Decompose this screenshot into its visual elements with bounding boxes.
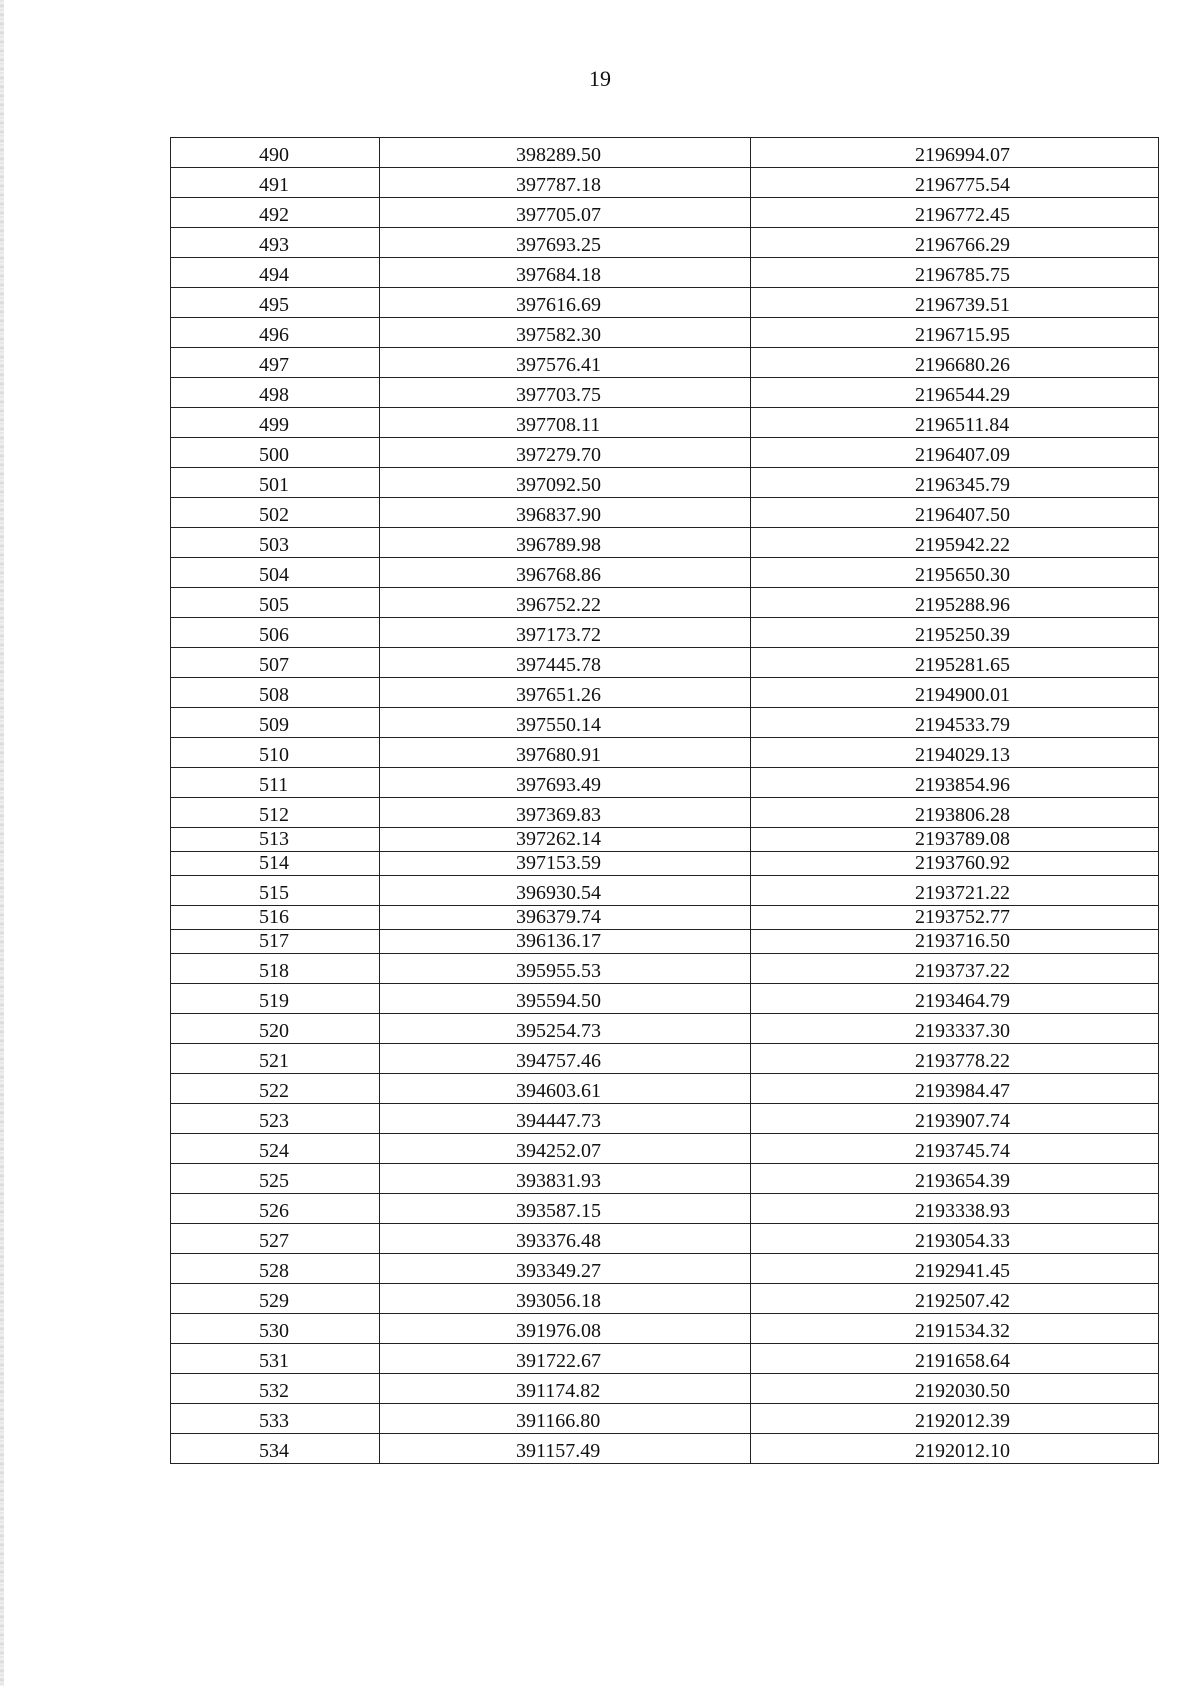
table-row xyxy=(171,984,1159,1014)
table-row xyxy=(171,1134,1159,1164)
table-row xyxy=(171,1164,1159,1194)
x-coordinate-cell: 394603.61 xyxy=(380,1074,751,1104)
y-coordinate-cell: 2193789.08 xyxy=(751,828,1159,852)
y-coordinate-cell: 2192507.42 xyxy=(751,1284,1159,1314)
x-coordinate-cell: 396789.98 xyxy=(380,528,751,558)
y-coordinate-cell: 2196785.75 xyxy=(751,258,1159,288)
page-number: 19 xyxy=(589,66,611,91)
x-coordinate-cell: 397173.72 xyxy=(380,618,751,648)
table-row xyxy=(171,168,1159,198)
table-row xyxy=(171,318,1159,348)
y-coordinate-cell: 2193737.22 xyxy=(751,954,1159,984)
table-row xyxy=(171,954,1159,984)
table-row xyxy=(171,438,1159,468)
x-coordinate-cell: 393587.15 xyxy=(380,1194,751,1224)
point-number-cell: 524 xyxy=(171,1134,380,1164)
point-number-cell: 509 xyxy=(171,708,380,738)
point-number-cell: 523 xyxy=(171,1104,380,1134)
table-row xyxy=(171,648,1159,678)
scan-edge xyxy=(0,0,4,1686)
table-row xyxy=(171,588,1159,618)
x-coordinate-cell: 397616.69 xyxy=(380,288,751,318)
table-row xyxy=(171,138,1159,168)
point-number-cell: 530 xyxy=(171,1314,380,1344)
point-number-cell: 491 xyxy=(171,168,380,198)
y-coordinate-cell: 2195250.39 xyxy=(751,618,1159,648)
x-coordinate-cell: 391976.08 xyxy=(380,1314,751,1344)
x-coordinate-cell: 396379.74 xyxy=(380,906,751,930)
point-number-cell: 534 xyxy=(171,1434,380,1464)
point-number-cell: 506 xyxy=(171,618,380,648)
table-row xyxy=(171,558,1159,588)
table-row xyxy=(171,1344,1159,1374)
point-number-cell: 504 xyxy=(171,558,380,588)
x-coordinate-cell: 395594.50 xyxy=(380,984,751,1014)
table-row xyxy=(171,1434,1159,1464)
table-row xyxy=(171,678,1159,708)
point-number-cell: 519 xyxy=(171,984,380,1014)
y-coordinate-cell: 2196511.84 xyxy=(751,408,1159,438)
y-coordinate-cell: 2193338.93 xyxy=(751,1194,1159,1224)
point-number-cell: 512 xyxy=(171,798,380,828)
x-coordinate-cell: 391166.80 xyxy=(380,1404,751,1434)
y-coordinate-cell: 2196739.51 xyxy=(751,288,1159,318)
y-coordinate-cell: 2193721.22 xyxy=(751,876,1159,906)
table-row xyxy=(171,876,1159,906)
x-coordinate-cell: 393349.27 xyxy=(380,1254,751,1284)
x-coordinate-cell: 397684.18 xyxy=(380,258,751,288)
y-coordinate-cell: 2193464.79 xyxy=(751,984,1159,1014)
x-coordinate-cell: 395955.53 xyxy=(380,954,751,984)
y-coordinate-cell: 2193716.50 xyxy=(751,930,1159,954)
x-coordinate-cell: 397445.78 xyxy=(380,648,751,678)
y-coordinate-cell: 2193854.96 xyxy=(751,768,1159,798)
y-coordinate-cell: 2192012.10 xyxy=(751,1434,1159,1464)
y-coordinate-cell: 2196345.79 xyxy=(751,468,1159,498)
x-coordinate-cell: 397703.75 xyxy=(380,378,751,408)
table-row xyxy=(171,1404,1159,1434)
table-row xyxy=(171,258,1159,288)
point-number-cell: 492 xyxy=(171,198,380,228)
point-number-cell: 529 xyxy=(171,1284,380,1314)
table-row xyxy=(171,738,1159,768)
x-coordinate-cell: 397369.83 xyxy=(380,798,751,828)
x-coordinate-cell: 397651.26 xyxy=(380,678,751,708)
table-row xyxy=(171,498,1159,528)
point-number-cell: 505 xyxy=(171,588,380,618)
point-number-cell: 500 xyxy=(171,438,380,468)
x-coordinate-cell: 396837.90 xyxy=(380,498,751,528)
point-number-cell: 510 xyxy=(171,738,380,768)
point-number-cell: 493 xyxy=(171,228,380,258)
point-number-cell: 511 xyxy=(171,768,380,798)
y-coordinate-cell: 2195281.65 xyxy=(751,648,1159,678)
point-number-cell: 522 xyxy=(171,1074,380,1104)
table-row xyxy=(171,1254,1159,1284)
point-number-cell: 528 xyxy=(171,1254,380,1284)
y-coordinate-cell: 2196775.54 xyxy=(751,168,1159,198)
x-coordinate-cell: 397693.25 xyxy=(380,228,751,258)
table-row xyxy=(171,1014,1159,1044)
table-row xyxy=(171,708,1159,738)
table-row xyxy=(171,408,1159,438)
y-coordinate-cell: 2192012.39 xyxy=(751,1404,1159,1434)
x-coordinate-cell: 396768.86 xyxy=(380,558,751,588)
point-number-cell: 525 xyxy=(171,1164,380,1194)
x-coordinate-cell: 391174.82 xyxy=(380,1374,751,1404)
y-coordinate-cell: 2195650.30 xyxy=(751,558,1159,588)
table-row xyxy=(171,378,1159,408)
point-number-cell: 513 xyxy=(171,828,380,852)
point-number-cell: 496 xyxy=(171,318,380,348)
point-number-cell: 514 xyxy=(171,852,380,876)
table-row xyxy=(171,798,1159,828)
x-coordinate-cell: 397787.18 xyxy=(380,168,751,198)
x-coordinate-cell: 394252.07 xyxy=(380,1134,751,1164)
point-number-cell: 526 xyxy=(171,1194,380,1224)
table-row xyxy=(171,768,1159,798)
x-coordinate-cell: 397153.59 xyxy=(380,852,751,876)
y-coordinate-cell: 2193337.30 xyxy=(751,1014,1159,1044)
point-number-cell: 533 xyxy=(171,1404,380,1434)
point-number-cell: 494 xyxy=(171,258,380,288)
y-coordinate-cell: 2195942.22 xyxy=(751,528,1159,558)
table-row xyxy=(171,930,1159,954)
x-coordinate-cell: 397582.30 xyxy=(380,318,751,348)
point-number-cell: 516 xyxy=(171,906,380,930)
table-row xyxy=(171,348,1159,378)
y-coordinate-cell: 2196544.29 xyxy=(751,378,1159,408)
x-coordinate-cell: 391157.49 xyxy=(380,1434,751,1464)
point-number-cell: 531 xyxy=(171,1344,380,1374)
coordinates-table xyxy=(170,137,1159,1464)
table-row xyxy=(171,468,1159,498)
x-coordinate-cell: 397705.07 xyxy=(380,198,751,228)
x-coordinate-cell: 396930.54 xyxy=(380,876,751,906)
point-number-cell: 518 xyxy=(171,954,380,984)
x-coordinate-cell: 397279.70 xyxy=(380,438,751,468)
y-coordinate-cell: 2196407.09 xyxy=(751,438,1159,468)
point-number-cell: 527 xyxy=(171,1224,380,1254)
y-coordinate-cell: 2193984.47 xyxy=(751,1074,1159,1104)
table-row xyxy=(171,852,1159,876)
y-coordinate-cell: 2193760.92 xyxy=(751,852,1159,876)
y-coordinate-cell: 2194029.13 xyxy=(751,738,1159,768)
y-coordinate-cell: 2194533.79 xyxy=(751,708,1159,738)
y-coordinate-cell: 2194900.01 xyxy=(751,678,1159,708)
y-coordinate-cell: 2196994.07 xyxy=(751,138,1159,168)
y-coordinate-cell: 2191658.64 xyxy=(751,1344,1159,1374)
point-number-cell: 495 xyxy=(171,288,380,318)
x-coordinate-cell: 397708.11 xyxy=(380,408,751,438)
table-row xyxy=(171,1224,1159,1254)
y-coordinate-cell: 2193054.33 xyxy=(751,1224,1159,1254)
point-number-cell: 497 xyxy=(171,348,380,378)
x-coordinate-cell: 397092.50 xyxy=(380,468,751,498)
point-number-cell: 515 xyxy=(171,876,380,906)
x-coordinate-cell: 397262.14 xyxy=(380,828,751,852)
x-coordinate-cell: 394447.73 xyxy=(380,1104,751,1134)
y-coordinate-cell: 2191534.32 xyxy=(751,1314,1159,1344)
table-row xyxy=(171,1374,1159,1404)
point-number-cell: 502 xyxy=(171,498,380,528)
x-coordinate-cell: 391722.67 xyxy=(380,1344,751,1374)
point-number-cell: 507 xyxy=(171,648,380,678)
point-number-cell: 517 xyxy=(171,930,380,954)
y-coordinate-cell: 2193806.28 xyxy=(751,798,1159,828)
x-coordinate-cell: 393376.48 xyxy=(380,1224,751,1254)
y-coordinate-cell: 2192941.45 xyxy=(751,1254,1159,1284)
table-row xyxy=(171,618,1159,648)
point-number-cell: 503 xyxy=(171,528,380,558)
y-coordinate-cell: 2193654.39 xyxy=(751,1164,1159,1194)
x-coordinate-cell: 396136.17 xyxy=(380,930,751,954)
y-coordinate-cell: 2195288.96 xyxy=(751,588,1159,618)
y-coordinate-cell: 2196407.50 xyxy=(751,498,1159,528)
table-row xyxy=(171,906,1159,930)
point-number-cell: 508 xyxy=(171,678,380,708)
table-row xyxy=(171,1194,1159,1224)
point-number-cell: 520 xyxy=(171,1014,380,1044)
x-coordinate-cell: 397576.41 xyxy=(380,348,751,378)
y-coordinate-cell: 2193778.22 xyxy=(751,1044,1159,1074)
y-coordinate-cell: 2196715.95 xyxy=(751,318,1159,348)
table-row xyxy=(171,1044,1159,1074)
x-coordinate-cell: 393056.18 xyxy=(380,1284,751,1314)
point-number-cell: 521 xyxy=(171,1044,380,1074)
x-coordinate-cell: 397550.14 xyxy=(380,708,751,738)
y-coordinate-cell: 2196680.26 xyxy=(751,348,1159,378)
x-coordinate-cell: 397693.49 xyxy=(380,768,751,798)
table-row xyxy=(171,1104,1159,1134)
x-coordinate-cell: 397680.91 xyxy=(380,738,751,768)
y-coordinate-cell: 2196772.45 xyxy=(751,198,1159,228)
x-coordinate-cell: 394757.46 xyxy=(380,1044,751,1074)
y-coordinate-cell: 2193745.74 xyxy=(751,1134,1159,1164)
coordinates-table-body xyxy=(171,138,1159,1464)
table-row xyxy=(171,528,1159,558)
table-row xyxy=(171,198,1159,228)
table-row xyxy=(171,288,1159,318)
x-coordinate-cell: 395254.73 xyxy=(380,1014,751,1044)
point-number-cell: 498 xyxy=(171,378,380,408)
table-row xyxy=(171,228,1159,258)
table-row xyxy=(171,1314,1159,1344)
y-coordinate-cell: 2193907.74 xyxy=(751,1104,1159,1134)
point-number-cell: 490 xyxy=(171,138,380,168)
table-row xyxy=(171,1074,1159,1104)
y-coordinate-cell: 2196766.29 xyxy=(751,228,1159,258)
y-coordinate-cell: 2193752.77 xyxy=(751,906,1159,930)
table-row xyxy=(171,828,1159,852)
point-number-cell: 501 xyxy=(171,468,380,498)
x-coordinate-cell: 396752.22 xyxy=(380,588,751,618)
table-row xyxy=(171,1284,1159,1314)
x-coordinate-cell: 393831.93 xyxy=(380,1164,751,1194)
y-coordinate-cell: 2192030.50 xyxy=(751,1374,1159,1404)
x-coordinate-cell: 398289.50 xyxy=(380,138,751,168)
point-number-cell: 532 xyxy=(171,1374,380,1404)
point-number-cell: 499 xyxy=(171,408,380,438)
